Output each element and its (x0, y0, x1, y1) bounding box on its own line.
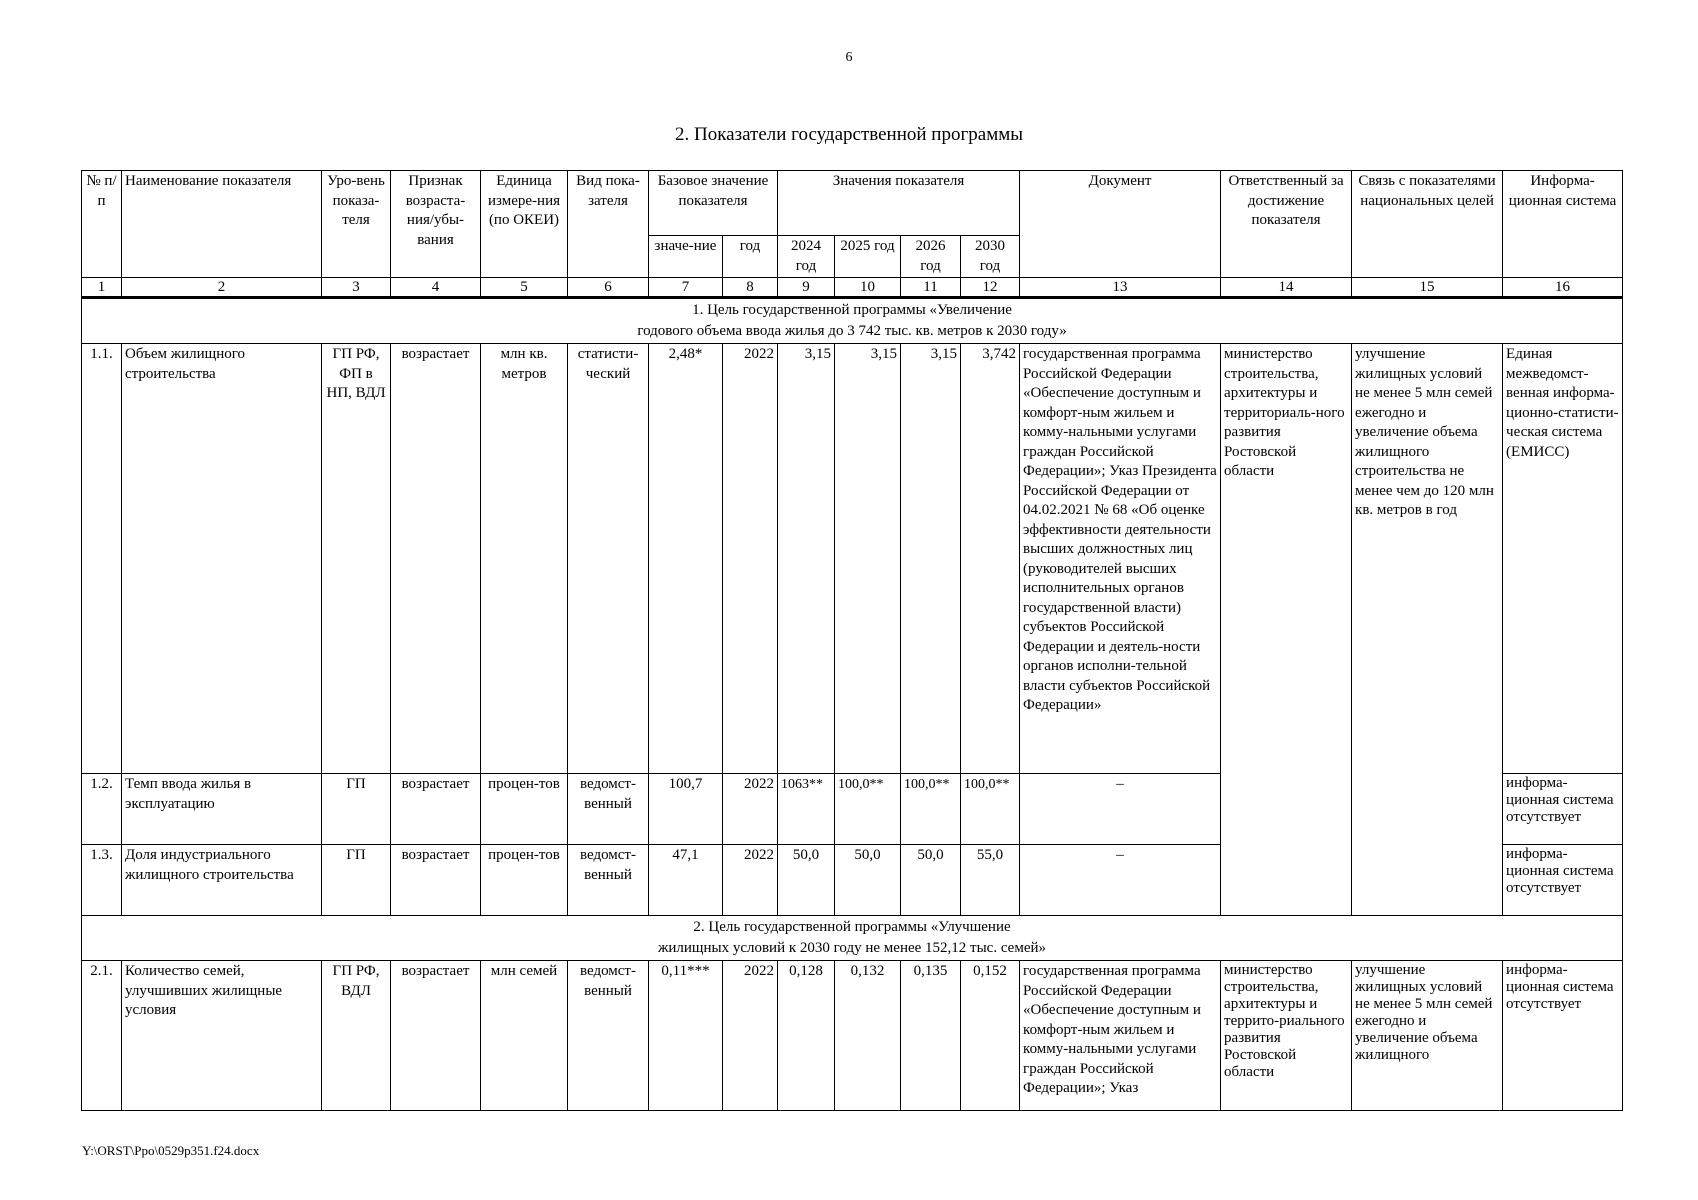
header-info-system: Информа-ционная система (1503, 171, 1623, 278)
header-base-value: значе-ние (649, 236, 723, 278)
row-1-2-value-2024: 1063** (778, 774, 835, 845)
goal-1-line-2: годового объема ввода жилья до 3 742 тыс. кв. метров к 2030 году» (637, 323, 1067, 339)
row-1-responsible: министерство строительства, архитектуры и территориаль-ного развития Ростовской области (1221, 344, 1352, 916)
row-2-1-level: ГП РФ, ВДЛ (322, 961, 391, 1111)
row-1-3-num: 1.3. (82, 845, 122, 916)
header-level: Уро-вень показа-теля (322, 171, 391, 278)
row-2-1-document: государственная программа Российской Федерации «Обеспечение доступным и комфорт-ным жильем и комму-нальными услугами граждан Российской Федерации»; Указ (1020, 961, 1221, 1111)
row-2-1-value-2026: 0,135 (901, 961, 961, 1111)
column-number: 4 (391, 278, 481, 298)
row-2-1-info-system: информа-ционная система отсутствует (1503, 961, 1623, 1111)
column-number: 2 (122, 278, 322, 298)
row-1-2-info-system: информа-ционная система отсутствует (1503, 774, 1623, 845)
row-1-2-unit: процен-тов (481, 774, 568, 845)
goal-2-row (82, 916, 1623, 961)
row-1-3-document: – (1020, 845, 1221, 916)
row-1-1-document: государственная программа Российской Федерации «Обеспечение доступным и комфорт-ным жильем и комму-нальными услугами граждан Российской Федерации»; Указ Президента Российской Федерации от 04.02.2021 № 68 «Об оценке эффективности деятельности высших должностных лиц (руководителей высших исполнительных органов государственной власти) субъектов Российской Федерации и деятель-ности органов исполни-тельной власти субъектов Российской Федерации» (1020, 344, 1221, 774)
row-1-3-value-2030: 55,0 (961, 845, 1020, 916)
column-number: 10 (835, 278, 901, 298)
column-number: 11 (901, 278, 961, 298)
row-1-2-num: 1.2. (82, 774, 122, 845)
row-1-2-name: Темп ввода жилья в эксплуатацию (122, 774, 322, 845)
header-base-year: год (723, 236, 778, 278)
goal-2-line-1: 2. Цель государственной программы «Улучшение (693, 919, 1011, 935)
header-year-2026: 2026 год (901, 236, 961, 278)
indicators-table (81, 170, 1623, 1111)
header-national-goals-link: Связь с показателями национальных целей (1352, 171, 1503, 278)
row-1-1-base-year: 2022 (723, 344, 778, 774)
header-year-2030: 2030 год (961, 236, 1020, 278)
table-row (82, 344, 1623, 774)
row-2-1-name: Количество семей, улучшивших жилищные условия (122, 961, 322, 1111)
column-number: 12 (961, 278, 1020, 298)
row-1-3-info-system: информа-ционная система отсутствует (1503, 845, 1623, 916)
row-1-1-unit: млн кв. метров (481, 344, 568, 774)
footer-file-path: Y:\ORST\Ppo\0529p351.f24.docx (82, 1143, 260, 1158)
row-2-1-value-2025: 0,132 (835, 961, 901, 1111)
row-2-1-national-goals-link: улучшение жилищных условий не менее 5 млн семей ежегодно и увеличение объема жилищного (1352, 961, 1503, 1111)
goal-1-heading (82, 298, 1623, 344)
row-2-1-trend: возрастает (391, 961, 481, 1111)
row-1-3-base-value: 47,1 (649, 845, 723, 916)
row-1-2-base-value: 100,7 (649, 774, 723, 845)
row-2-1-value-2030: 0,152 (961, 961, 1020, 1111)
goal-2-heading (82, 916, 1623, 961)
page-number: 6 (845, 50, 853, 65)
column-number: 8 (723, 278, 778, 298)
row-1-1-value-2030: 3,742 (961, 344, 1020, 774)
row-2-1-unit: млн семей (481, 961, 568, 1111)
column-number: 6 (568, 278, 649, 298)
column-number: 9 (778, 278, 835, 298)
column-number: 13 (1020, 278, 1221, 298)
row-1-1-trend: возрастает (391, 344, 481, 774)
row-1-1-num: 1.1. (82, 344, 122, 774)
column-number: 16 (1503, 278, 1623, 298)
row-1-2-base-year: 2022 (723, 774, 778, 845)
row-1-national-goals-link: улучшение жилищных условий не менее 5 млн семей ежегодно и увеличение объема жилищного строительства не менее чем до 120 млн кв. метров в год (1352, 344, 1503, 916)
column-numbers-row (82, 278, 1623, 298)
row-1-3-name: Доля индустриального жилищного строительства (122, 845, 322, 916)
row-1-3-value-2025: 50,0 (835, 845, 901, 916)
header-num: № п/п (82, 171, 122, 278)
row-1-1-level: ГП РФ, ФП в НП, ВДЛ (322, 344, 391, 774)
row-1-1-name: Объем жилищного строительства (122, 344, 322, 774)
row-1-3-type: ведомст-венный (568, 845, 649, 916)
row-1-2-level: ГП (322, 774, 391, 845)
row-1-2-trend: возрастает (391, 774, 481, 845)
row-1-3-level: ГП (322, 845, 391, 916)
row-1-3-value-2024: 50,0 (778, 845, 835, 916)
row-1-2-type: ведомст-венный (568, 774, 649, 845)
header-responsible: Ответственный за достижение показателя (1221, 171, 1352, 278)
row-1-3-value-2026: 50,0 (901, 845, 961, 916)
row-1-2-value-2026: 100,0** (901, 774, 961, 845)
row-2-1-num: 2.1. (82, 961, 122, 1111)
header-document: Документ (1020, 171, 1221, 278)
header-name: Наименование показателя (122, 171, 322, 278)
column-number: 5 (481, 278, 568, 298)
row-1-1-value-2025: 3,15 (835, 344, 901, 774)
column-number: 7 (649, 278, 723, 298)
row-1-1-info-system: Единая межведомст-венная информа-ционно-статисти-ческая система (ЕМИСС) (1503, 344, 1623, 774)
row-2-1-base-year: 2022 (723, 961, 778, 1111)
column-number: 3 (322, 278, 391, 298)
row-2-1-value-2024: 0,128 (778, 961, 835, 1111)
goal-1-line-1: 1. Цель государственной программы «Увеличение (692, 302, 1012, 318)
row-2-1-base-value: 0,11*** (649, 961, 723, 1111)
header-year-2025: 2025 год (835, 236, 901, 278)
row-1-2-document: – (1020, 774, 1221, 845)
row-1-3-base-year: 2022 (723, 845, 778, 916)
row-1-1-base-value: 2,48* (649, 344, 723, 774)
row-1-2-value-2030: 100,0** (961, 774, 1020, 845)
row-1-2-value-2025: 100,0** (835, 774, 901, 845)
column-number: 15 (1352, 278, 1503, 298)
row-1-1-value-2024: 3,15 (778, 344, 835, 774)
goal-2-line-2: жилищных условий к 2030 году не менее 152,12 тыс. семей» (658, 940, 1047, 956)
row-1-1-type: статисти-ческий (568, 344, 649, 774)
header-type: Вид пока-зателя (568, 171, 649, 278)
header-unit: Единица измере-ния (по ОКЕИ) (481, 171, 568, 278)
column-number: 14 (1221, 278, 1352, 298)
row-2-1-type: ведомст-венный (568, 961, 649, 1111)
row-1-3-unit: процен-тов (481, 845, 568, 916)
header-values: Значения показателя (778, 171, 1020, 236)
header-trend: Признак возраста-ния/убы-вания (391, 171, 481, 278)
column-number: 1 (82, 278, 122, 298)
row-1-3-trend: возрастает (391, 845, 481, 916)
table-row (82, 961, 1623, 1111)
row-1-1-value-2026: 3,15 (901, 344, 961, 774)
header-year-2024: 2024 год (778, 236, 835, 278)
row-2-1-responsible: министерство строительства, архитектуры и террито-риального развития Ростовской области (1221, 961, 1352, 1111)
header-base: Базовое значение показателя (649, 171, 778, 236)
goal-1-row (82, 298, 1623, 344)
section-title: 2. Показатели государственной программы (674, 124, 1024, 145)
